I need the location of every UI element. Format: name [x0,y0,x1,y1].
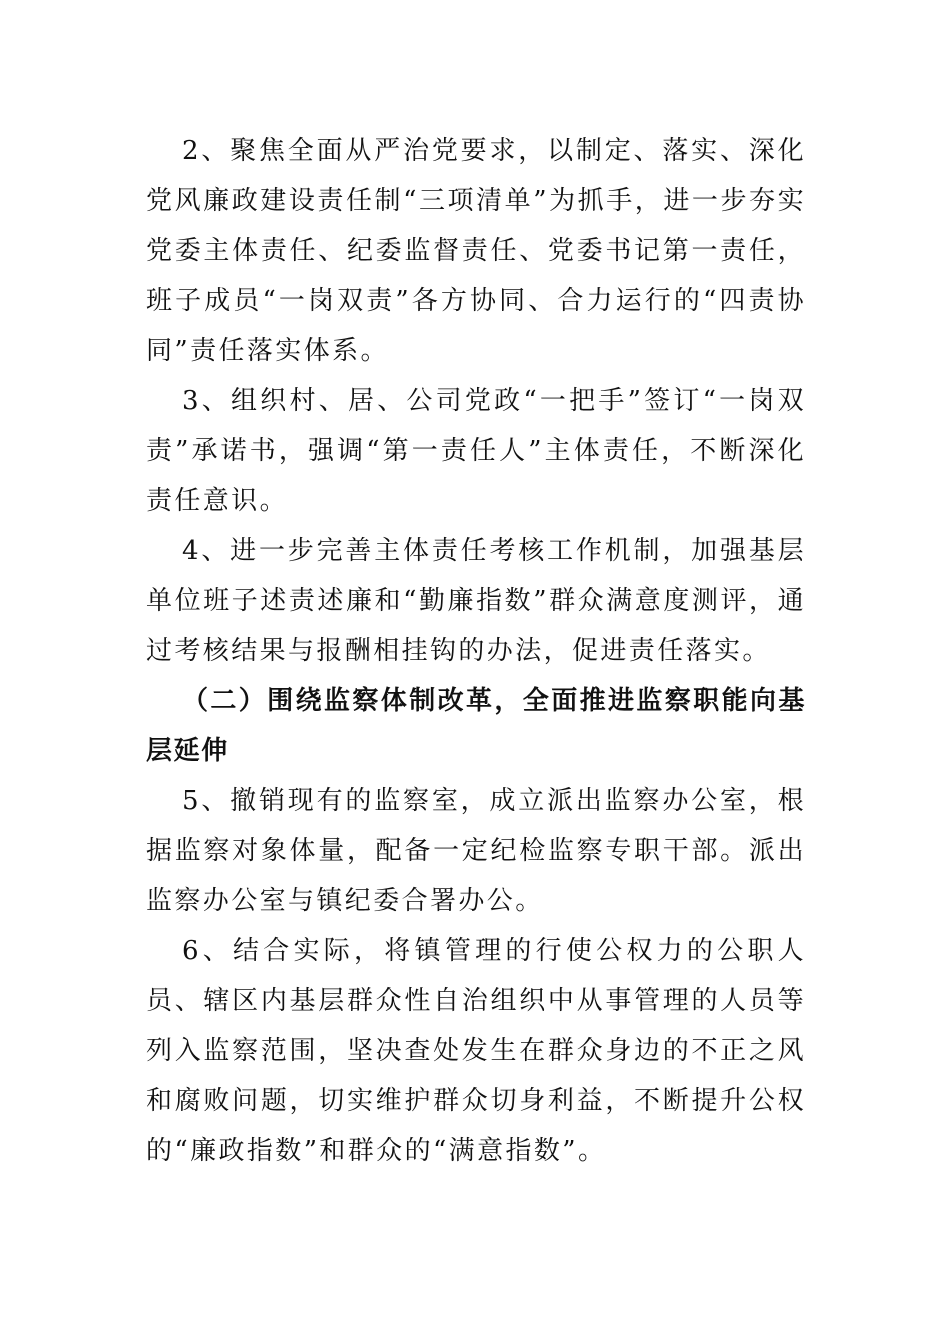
section-heading: （二）围绕监察体制改革，全面推进监察职能向基层延伸 [146,686,806,766]
paragraph-item-2: 2、聚焦全面从严治党要求，以制定、落实、深化党风廉政建设责任制“三项清单”为抓手，进一步夯实党委主体责任、纪委监督责任、党委书记第一责任，班子成员“一岗双责”各方协同、合力运行的“四责协同”责任落实体系。 [146,136,806,366]
paragraph-item-6: 6、结合实际，将镇管理的行使公权力的公职人员、辖区内基层群众性自治组织中从事管理的人员等列入监察范围，坚决查处发生在群众身边的不正之风和腐败问题，切实维护群众切身利益，不断提升公权的“廉政指数”和群众的“满意指数”。 [146,936,806,1166]
paragraph-item-5: 5、撤销现有的监察室，成立派出监察办公室，根据监察对象体量，配备一定纪检监察专职干部。派出监察办公室与镇纪委合署办公。 [146,786,806,916]
paragraph-item-4: 4、进一步完善主体责任考核工作机制，加强基层单位班子述责述廉和“勤廉指数”群众满意度测评，通过考核结果与报酬相挂钩的办法，促进责任落实。 [146,536,806,666]
paragraph-item-3: 3、组织村、居、公司党政“一把手”签订“一岗双责”承诺书，强调“第一责任人”主体责任，不断深化责任意识。 [146,386,806,516]
document-body [146,126,806,1176]
